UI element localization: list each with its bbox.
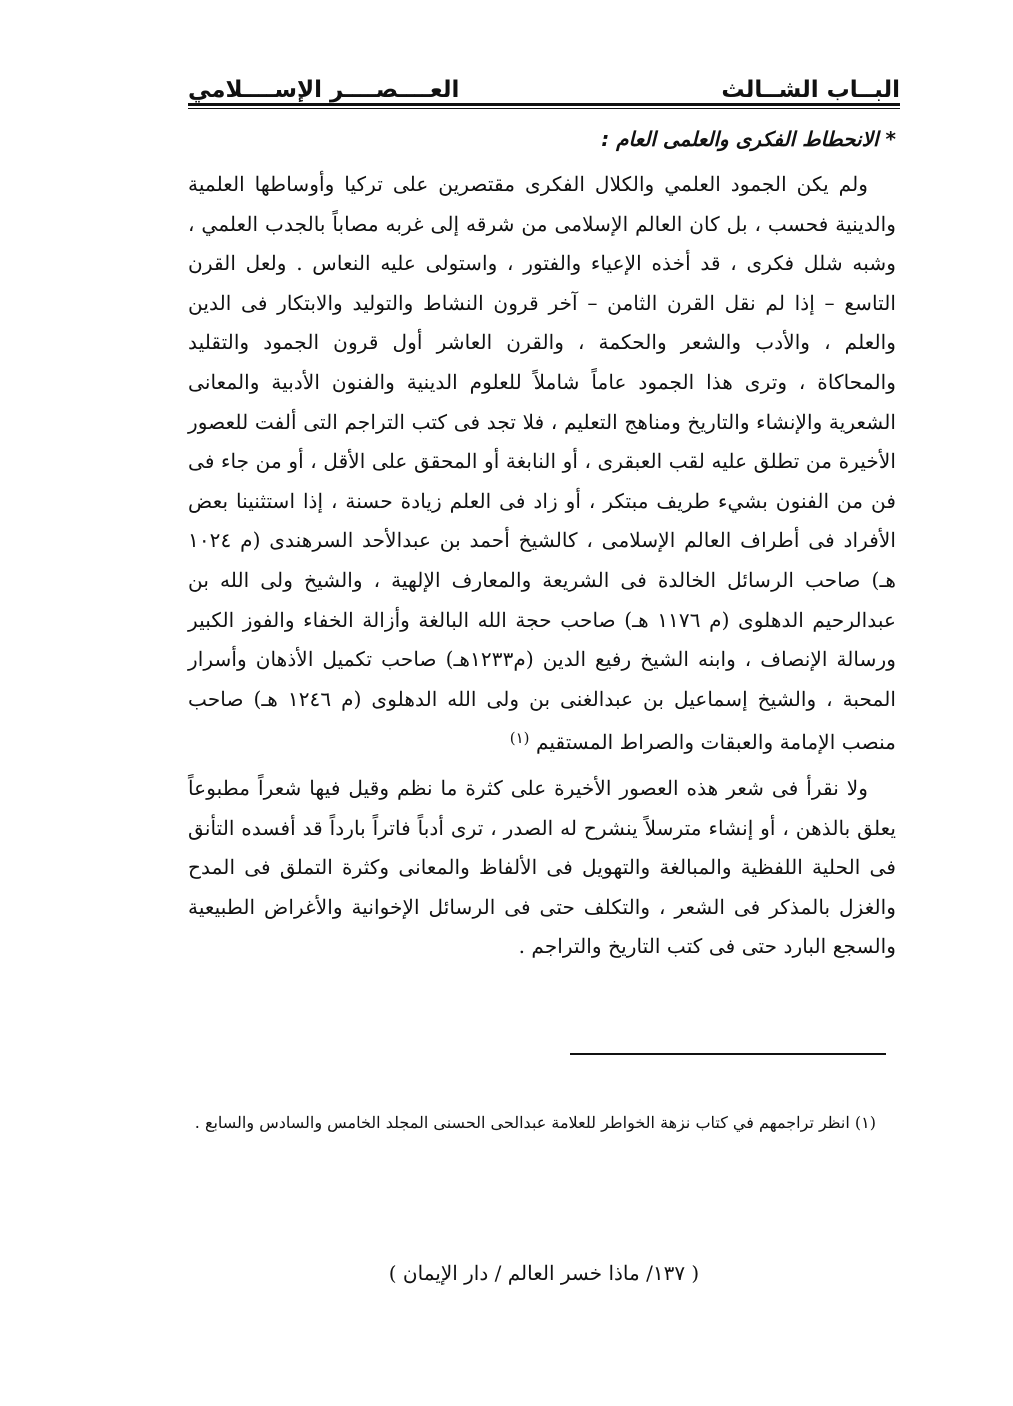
running-header bbox=[188, 62, 900, 106]
body-text bbox=[188, 165, 896, 967]
paragraph-1-text: ولم يكن الجمود العلمي والكلال الفكرى مقتصرين على تركيا وأوساطها العلمية والدينية فحسب ، بل كان العالم الإسلامى من شرقه إلى غربه مصاباً بالجدب العلمي ، وشبه شلل فكرى ، قد أخذه الإعياء والفتور ، واستولى عليه النعاس . ولعل القرن التاسع – إذا لم نقل القرن الثامن – آخر قرون النشاط والتوليد والابتكار فى الدين والعلم ، والأدب والشعر والحكمة ، والقرن العاشر أول قرون الجمود والتقليد والمحاكاة ، وترى هذا الجمود عاماً شاملاً للعلوم الدينية والفنون الأدبية والمعانى الشعرية والإنشاء والتاريخ ومناهج التعليم ، فلا تجد فى كتب التراجم التى ألفت للعصور الأخيرة من تطلق عليه لقب العبقرى ، أو النابغة أو المحقق على الأقل ، أو من جاء فى فن من الفنون بشيء طريف مبتكر ، أو زاد فى العلم زيادة حسنة ، إذا استثنينا بعض الأفراد فى أطراف العالم الإسلامى ، كالشيخ أحمد بن عبدالأحد السرهندى (م ١٠٢٤ هـ) صاحب الرسائل الخالدة فى الشريعة والمعارف الإلهية ، والشيخ ولى الله بن عبدالرحيم الدهلوى (م ١١٧٦ هـ) صاحب حجة الله البالغة وأزالة الخفاء والفوز الكبير ورسالة الإنصاف ، وابنه الشيخ رفيع الدين (م١٢٣٣هـ) صاحب تكميل الأذهان وأسرار المحبة ، والشيخ إسماعيل بن عبدالغنى بن ولى الله الدهلوى (م ١٢٤٦ هـ) صاحب منصب الإمامة والعبقات والصراط المستقيم bbox=[188, 172, 896, 755]
section-heading: * الانحطاط الفكرى والعلمى العام : bbox=[601, 127, 896, 151]
footnote: (١) انظر تراجمهم في كتاب نزهة الخواطر للعلامة عبدالحى الحسنى المجلد الخامس والسادس والسابع . bbox=[194, 1113, 876, 1132]
footnote-marker: (١) bbox=[509, 729, 530, 748]
header-divider bbox=[188, 103, 900, 106]
paragraph-1 bbox=[188, 165, 896, 763]
header-divider-thin bbox=[188, 108, 900, 109]
footnote-divider bbox=[570, 1053, 886, 1055]
page-footer: ( ١٣٧/ ماذا خسر العالم / دار الإيمان ) bbox=[388, 1261, 700, 1285]
paragraph-2: ولا نقرأ فى شعر هذه العصور الأخيرة على كثرة ما نظم وقيل فيها شعراً مطبوعاً يعلق بالذهن ، أو إنشاء مترسلاً ينشرح له الصدر ، ترى أدباً فاتراً بارداً قد أفسده التأنق فى الحلية اللفظية والمبالغة والتهويل فى الألفاظ والمعانى وكثرة التملق فى المدح والغزل بالمذكر فى الشعر ، والتكلف حتى فى الرسائل الإخوانية والأغراض الطبيعية والسجع البارد حتى فى كتب التاريخ والتراجم . bbox=[188, 775, 896, 959]
chapter-label: البــاب الشــالث bbox=[721, 77, 900, 103]
book-title: العــــصــــر الإســــلامي bbox=[188, 77, 460, 103]
